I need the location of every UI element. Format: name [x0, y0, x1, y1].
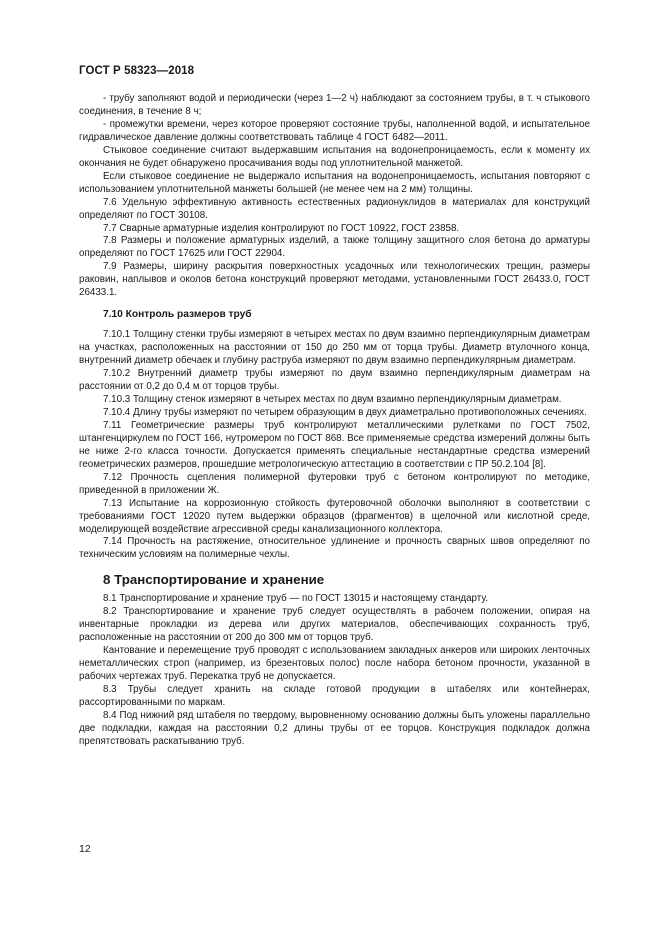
paragraph: - промежутки времени, через которое проверяют состояние трубы, наполненной водой, и испытательное гидравлическое давление должны соответствовать таблице 4 ГОСТ 6482—2011. [79, 118, 590, 143]
paragraph: 7.7 Сварные арматурные изделия контролируют по ГОСТ 10922, ГОСТ 23858. [103, 222, 460, 234]
document-code: ГОСТ Р 58323—2018 [79, 65, 195, 77]
paragraph: Стыковое соединение считают выдержавшим испытания на водонепроницаемость, если к моменту их окончания не будет обнаружено просачивания воды под уплотнительной манжетой. [79, 144, 590, 169]
paragraph: 7.10.3 Толщину стенок измеряют в четырех местах по двум взаимно перпендикулярным диаметрам. [103, 393, 562, 405]
paragraph: 7.13 Испытание на коррозионную стойкость футеровочной оболочки выполняют в соответствии с требованиями ГОСТ 12020 путем выдержки образцов (фрагментов) в щелочной или кислотной среде, моделирующей воздействие агрессивной среды канализационного коллектора. [79, 497, 590, 535]
paragraph: Кантование и перемещение труб проводят с использованием закладных анкеров или широких ленточных неметаллических строп (например, из брезентовых полос) после набора бетоном прочности, указанной в рабочих чертежах труб. Перекатка труб не допускается. [79, 645, 590, 683]
paragraph: 8.2 Транспортирование и хранение труб следует осуществлять в рабочем положении, опирая на инвентарные прокладки из дерева или других материалов, обеспечивающих сохранность труб, расположенные на расстоянии от 200 до 300 мм от торцов труб. [79, 606, 590, 644]
paragraph: 7.9 Размеры, ширину раскрытия поверхностных усадочных или технологических трещин, размеры раковин, наплывов и околов бетона конструкций проверяют методами, установленными ГОСТ 26433.0, ГОСТ 26433.1. [79, 261, 590, 299]
paragraph: 8.1 Транспортирование и хранение труб — по ГОСТ 13015 и настоящему стандарту. [103, 593, 488, 605]
section-heading: 8 Транспортирование и хранение [103, 572, 325, 588]
intro-paragraphs [79, 93, 590, 300]
paragraph: 7.12 Прочность сцепления полимерной футеровки труб с бетоном контролируют по методике, приведенной в приложении Ж. [79, 471, 590, 496]
subsection-7-10 [79, 329, 590, 562]
page-content [79, 93, 590, 749]
paragraph: 7.11 Геометрические размеры труб контролируют металлическими рулетками по ГОСТ 7502, штангенциркулем по ГОСТ 166, нутромером по ГОСТ 868. Все применяемые средства измерений должны быть не ниже 2-го класса точности. Допускается применять специальные нестандартные средства измерений геометрических размеров, прошедшие метрологическую аттестацию в соответствии с ПР 50.2.104 [8]. [79, 419, 590, 470]
paragraph: Если стыковое соединение не выдержало испытания на водонепроницаемость, испытания повторяют с использованием уплотнительной манжеты большей (не менее чем на 2 мм) толщины. [79, 170, 590, 195]
paragraph: 7.10.1 Толщину стенки трубы измеряют в четырех местах по двум взаимно перпендикулярным диаметрам на участках, расположенных на расстоянии от 150 до 250 мм от торца трубы. Диаметр втулочного конца, внутренний диаметр обечаек и глубину раструба измеряют по двум взаимно перпендикулярным диаметрам. [79, 329, 590, 367]
paragraph: 7.10.4 Длину трубы измеряют по четырем образующим в двух диаметрально противоположных сечениях. [103, 406, 587, 418]
paragraph: 7.10.2 Внутренний диаметр трубы измеряют по двум взаимно перпендикулярным диаметрам на расстоянии от 0,2 до 0,4 м от торцов трубы. [79, 368, 590, 393]
paragraph: 7.14 Прочность на растяжение, относительное удлинение и прочность сварных швов определяют по техническим условиям на полимерные чехлы. [79, 536, 590, 561]
paragraph: 8.4 Под нижний ряд штабеля по твердому, выровненному основанию должны быть уложены параллельно две подкладки, каждая на расстоянии 0,2 длины трубы от ее торцов. Конструкция подкладок должна препятствовать раскатыванию труб. [79, 709, 590, 747]
paragraph: - трубу заполняют водой и периодически (через 1—2 ч) наблюдают за состоянием трубы, в т. ч стыкового соединения, в течение 8 ч; [79, 93, 590, 117]
section-8 [79, 593, 590, 748]
paragraph: 8.3 Трубы следует хранить на складе готовой продукции в штабелях или контейнерах, рассортированными по маркам. [79, 683, 590, 708]
paragraph: 7.6 Удельную эффективную активность естественных радионуклидов в материалах для конструкций определяют по ГОСТ 30108. [79, 196, 590, 221]
paragraph: 7.8 Размеры и положение арматурных изделий, а также толщину защитного слоя бетона до арматуры определяют по ГОСТ 17625 или ГОСТ 22904. [79, 235, 590, 260]
page-number: 12 [79, 843, 91, 855]
subsection-heading: 7.10 Контроль размеров труб [103, 309, 252, 321]
